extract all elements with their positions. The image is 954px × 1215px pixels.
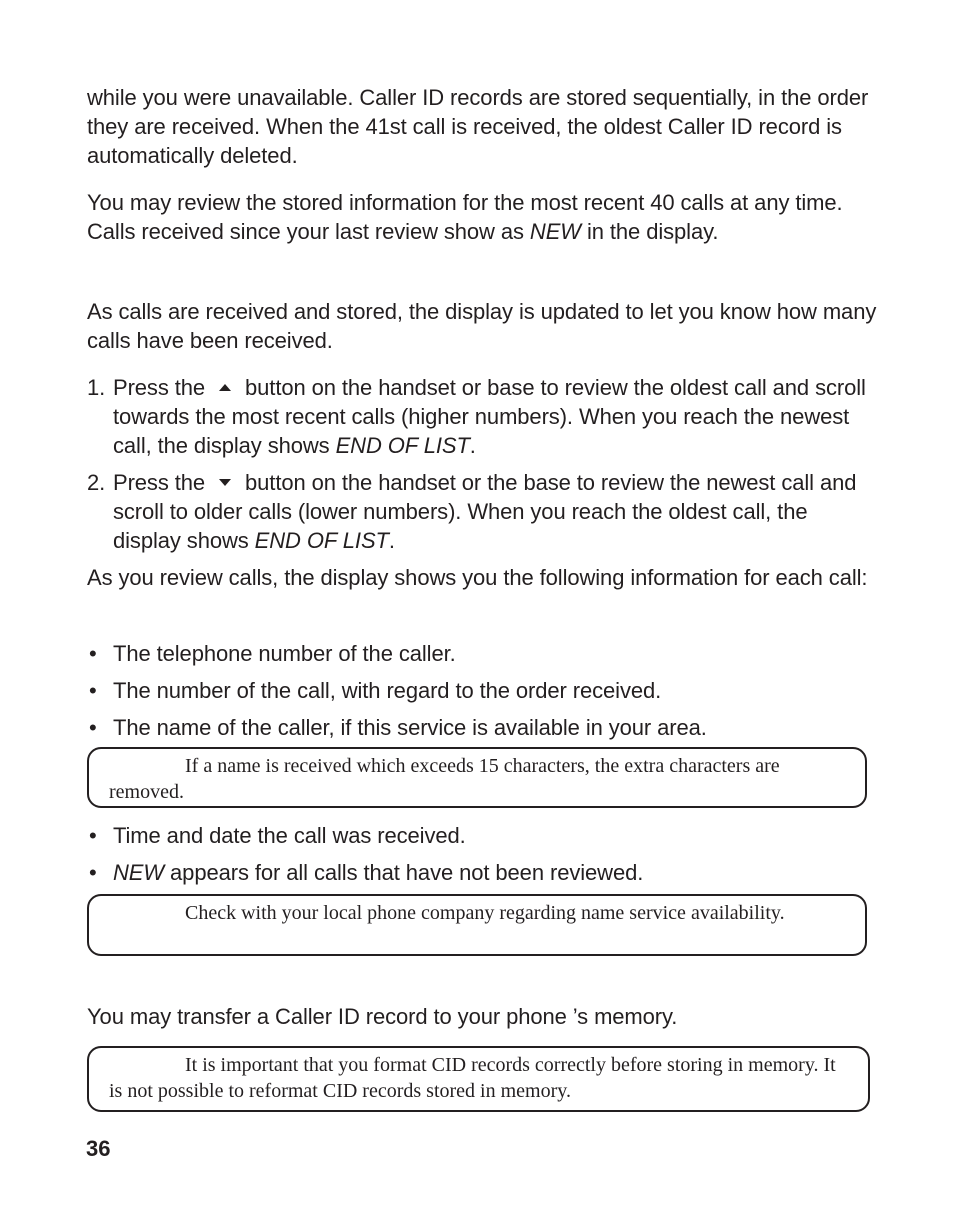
bullet-icon: • [89, 860, 97, 885]
note-box [87, 1046, 870, 1112]
new-indicator-text: NEW [529, 219, 581, 244]
end-of-list-text: END OF LIST [254, 528, 389, 553]
step-text: button on the handset or base to review the oldest call and scroll towards the most recent calls (higher numbers). When you reach the newest call, the display shows [113, 375, 866, 458]
paragraph-calls-received: As calls are received and stored, the display is updated to let you know how many calls have been received. [87, 299, 877, 353]
step-number: 2. [87, 470, 106, 495]
new-indicator-text: NEW [113, 860, 165, 885]
step-text-end: . [469, 433, 476, 458]
note-text: Check with your local phone company regarding name service availability. [185, 902, 785, 924]
down-arrow-icon [219, 479, 231, 486]
list-item [87, 858, 877, 887]
up-arrow-icon [219, 384, 231, 391]
note-text: It is important that you format CID records correctly before storing in memory. It is not possible to reformat CID records stored in memory. [109, 1054, 836, 1102]
list-item-text: The name of the caller, if this service is available in your area. [113, 715, 707, 740]
list-item-text-content: Time and date the call was received. [113, 823, 466, 848]
step-number: 1. [87, 375, 106, 400]
list-item-text: The telephone number of the caller. [113, 641, 456, 666]
paragraph-review-info [87, 188, 877, 246]
step-text-end: . [388, 528, 395, 553]
bullet-icon: • [89, 823, 97, 848]
step-text: Press the [113, 470, 206, 495]
step-text: button on the handset or the base to review the newest call and scroll to older calls (lower numbers). When you reach the oldest call, the display shows [113, 470, 857, 553]
bullet-icon: • [89, 641, 97, 666]
list-item-text: The number of the call, with regard to the order received. [113, 678, 662, 703]
paragraph-caller-id-storage: while you were unavailable. Caller ID records are stored sequentially, in the order they are received. When the 41st call is received, the oldest Caller ID record is automatically deleted. [87, 85, 869, 168]
list-item-text-content: appears for all calls that have not been reviewed. [164, 860, 644, 885]
note-box [87, 747, 867, 808]
page-number: 36 [86, 1136, 111, 1161]
list-item [87, 713, 877, 742]
bullet-icon: • [89, 715, 97, 740]
list-item-text [113, 858, 877, 887]
paragraph-review-display: As you review calls, the display shows you the following information for each call: [87, 565, 868, 590]
list-item-text [113, 821, 877, 850]
note-box [87, 894, 867, 956]
list-item [87, 639, 877, 668]
paragraph-review-info-end: in the display. [580, 219, 719, 244]
end-of-list-text: END OF LIST [335, 433, 470, 458]
paragraph-review-info-text: You may review the stored information for the most recent 40 calls at any time. Calls received since your last review show as [87, 190, 843, 244]
list-item [87, 676, 877, 705]
note-text: If a name is received which exceeds 15 characters, the extra characters are removed. [109, 755, 780, 803]
paragraph-transfer-record: You may transfer a Caller ID record to your phone ’s memory. [87, 1004, 678, 1029]
step-text: Press the [113, 375, 206, 400]
bullet-icon: • [89, 678, 97, 703]
step-1 [87, 373, 877, 460]
list-item [87, 821, 877, 850]
step-2 [87, 468, 877, 555]
